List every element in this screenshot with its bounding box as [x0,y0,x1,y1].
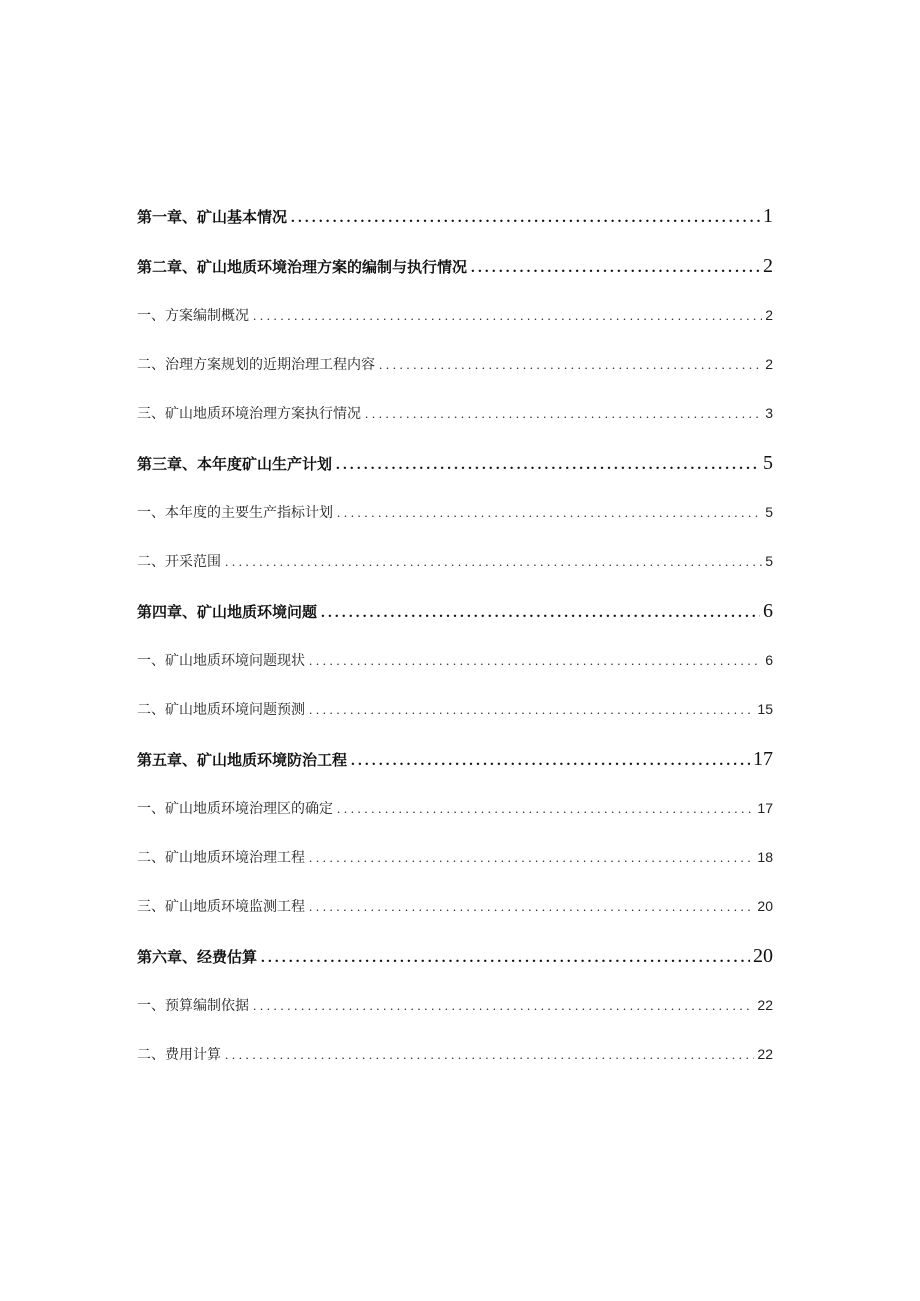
toc-entry-page: 2 [765,307,773,323]
toc-entry-title: 一、预算编制依据 [137,998,249,1014]
toc-entry-page: 20 [753,945,773,967]
toc-entry-page: 20 [757,898,773,914]
toc-entry-title: 第六章、经费估算 [137,948,258,966]
toc-dot-leader [225,1047,754,1063]
toc-entry[interactable] [137,650,773,699]
toc-dot-leader [351,753,750,770]
toc-entry[interactable] [137,847,773,896]
toc-dot-leader [379,357,762,373]
toc-entry-page: 22 [757,997,773,1013]
toc-dot-leader [253,998,754,1014]
toc-dot-leader [336,457,760,474]
toc-dot-leader [365,406,762,422]
toc-dot-leader [309,850,754,866]
toc-entry-title: 二、费用计算 [137,1047,221,1063]
toc-entry-title: 三、矿山地质环境监测工程 [137,899,305,915]
table-of-contents [137,205,773,1093]
toc-entry-title: 一、本年度的主要生产指标计划 [137,505,333,521]
toc-entry-title: 第一章、矿山基本情况 [137,208,288,226]
toc-entry-page: 6 [765,652,773,668]
toc-entry[interactable] [137,699,773,748]
toc-dot-leader [309,899,754,915]
toc-entry[interactable] [137,205,773,255]
toc-entry-page: 6 [763,600,773,622]
toc-entry-page: 5 [763,452,773,474]
toc-entry-page: 5 [765,553,773,569]
toc-entry-title: 第二章、矿山地质环境治理方案的编制与执行情况 [137,258,468,276]
toc-entry-title: 第三章、本年度矿山生产计划 [137,455,333,473]
toc-entry-page: 15 [757,701,773,717]
toc-dot-leader [321,605,760,622]
toc-dot-leader [253,308,762,324]
toc-entry[interactable] [137,995,773,1044]
toc-entry-title: 二、治理方案规划的近期治理工程内容 [137,357,375,373]
toc-entry[interactable] [137,551,773,600]
toc-entry[interactable] [137,1044,773,1093]
toc-entry[interactable] [137,354,773,403]
toc-entry-page: 2 [763,255,773,277]
toc-entry-title: 第五章、矿山地质环境防治工程 [137,751,348,769]
toc-entry-page: 17 [753,748,773,770]
toc-dot-leader [291,210,760,227]
toc-entry[interactable] [137,305,773,354]
toc-entry[interactable] [137,748,773,798]
toc-entry[interactable] [137,403,773,452]
toc-entry-title: 三、矿山地质环境治理方案执行情况 [137,406,361,422]
toc-entry[interactable] [137,798,773,847]
toc-entry[interactable] [137,896,773,945]
toc-entry-page: 18 [757,849,773,865]
toc-entry-page: 22 [757,1046,773,1062]
toc-dot-leader [309,702,754,718]
toc-entry-page: 17 [757,800,773,816]
toc-entry-title: 二、矿山地质环境问题预测 [137,702,305,718]
toc-entry-title: 二、开采范围 [137,554,221,570]
toc-dot-leader [225,554,762,570]
toc-entry[interactable] [137,452,773,502]
toc-entry-page: 1 [763,205,773,227]
toc-entry[interactable] [137,502,773,551]
toc-entry[interactable] [137,255,773,305]
toc-dot-leader [471,260,760,277]
toc-dot-leader [309,653,762,669]
toc-entry-page: 5 [765,504,773,520]
toc-entry-title: 一、矿山地质环境治理区的确定 [137,801,333,817]
toc-dot-leader [337,505,762,521]
toc-entry-title: 第四章、矿山地质环境问题 [137,603,318,621]
toc-dot-leader [261,950,750,967]
toc-entry-title: 一、矿山地质环境问题现状 [137,653,305,669]
toc-entry[interactable] [137,600,773,650]
toc-entry[interactable] [137,945,773,995]
toc-entry-page: 2 [765,356,773,372]
toc-dot-leader [337,801,754,817]
toc-entry-page: 3 [765,405,773,421]
toc-entry-title: 二、矿山地质环境治理工程 [137,850,305,866]
toc-entry-title: 一、方案编制概况 [137,308,249,324]
